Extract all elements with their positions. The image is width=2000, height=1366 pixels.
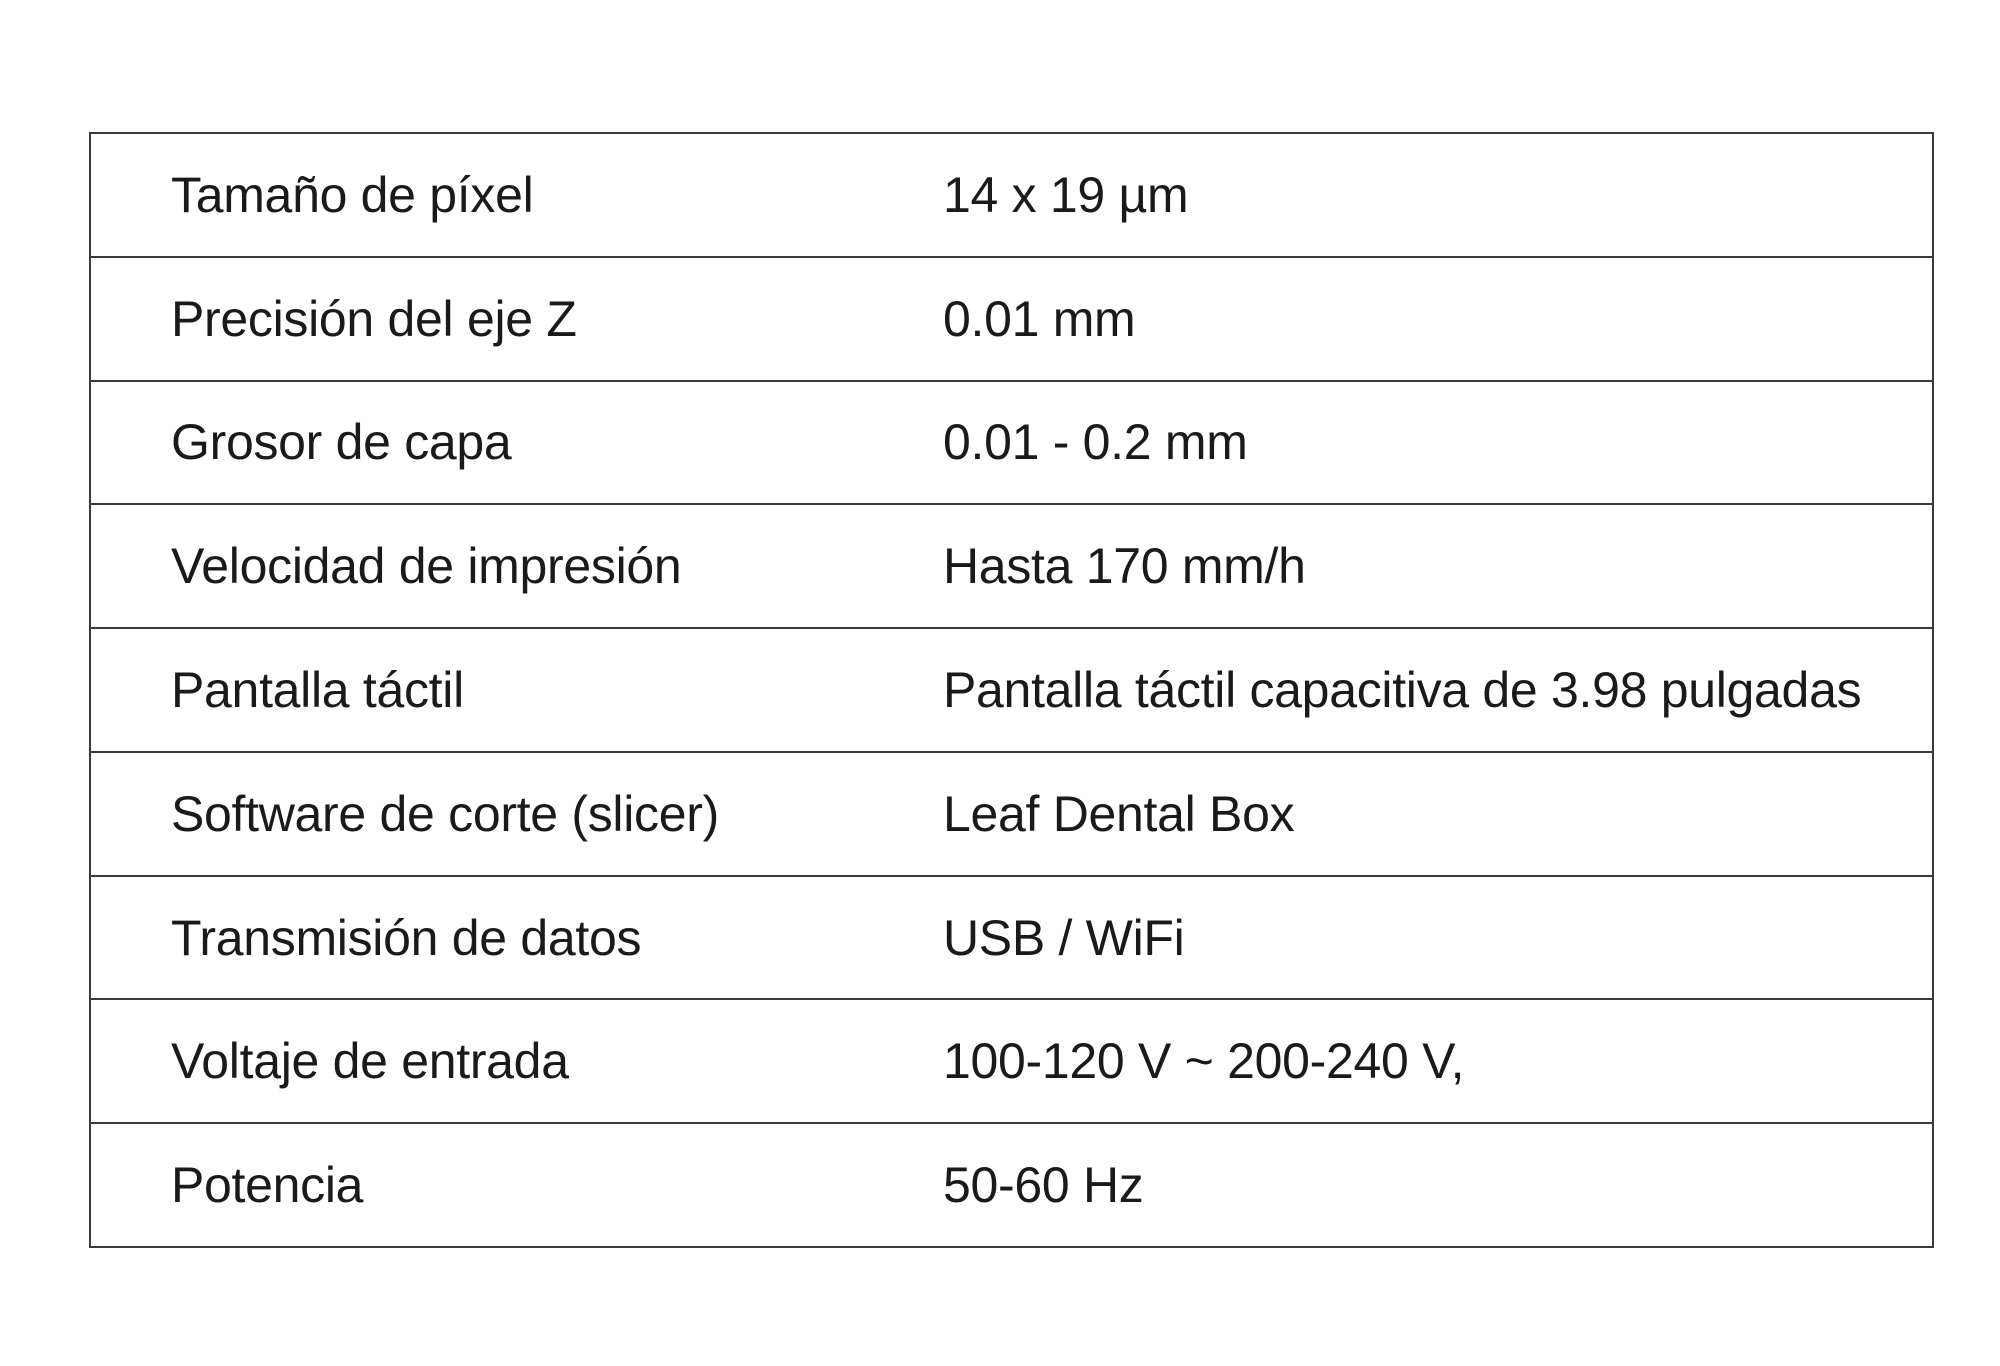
table-row bbox=[91, 134, 1932, 258]
table-row bbox=[91, 382, 1932, 506]
spec-value: 50-60 Hz bbox=[943, 1157, 1144, 1214]
spec-value: Hasta 170 mm/h bbox=[943, 538, 1306, 595]
table-row bbox=[91, 1124, 1932, 1246]
table-row bbox=[91, 629, 1932, 753]
spec-value: Leaf Dental Box bbox=[943, 785, 1295, 842]
spec-label: Grosor de capa bbox=[171, 414, 512, 471]
spec-value: USB / WiFi bbox=[943, 909, 1185, 966]
spec-label: Tamaño de píxel bbox=[171, 166, 534, 223]
spec-label: Precisión del eje Z bbox=[171, 290, 577, 347]
table-row bbox=[91, 753, 1932, 877]
table-row bbox=[91, 877, 1932, 1001]
spec-value: 100-120 V ~ 200-240 V, bbox=[943, 1033, 1465, 1090]
spec-label: Voltaje de entrada bbox=[171, 1033, 569, 1090]
spec-value: 14 x 19 µm bbox=[943, 166, 1189, 223]
spec-value: Pantalla táctil capacitiva de 3.98 pulgadas bbox=[943, 662, 1862, 719]
spec-table bbox=[89, 132, 1934, 1248]
spec-label: Pantalla táctil bbox=[171, 662, 464, 719]
spec-value: 0.01 mm bbox=[943, 290, 1136, 347]
spec-label: Transmisión de datos bbox=[171, 909, 642, 966]
table-row bbox=[91, 1000, 1932, 1124]
spec-label: Velocidad de impresión bbox=[171, 538, 682, 595]
spec-value: 0.01 - 0.2 mm bbox=[943, 414, 1248, 471]
spec-label: Software de corte (slicer) bbox=[171, 785, 719, 842]
table-row bbox=[91, 505, 1932, 629]
spec-label: Potencia bbox=[171, 1157, 364, 1214]
table-row bbox=[91, 258, 1932, 382]
